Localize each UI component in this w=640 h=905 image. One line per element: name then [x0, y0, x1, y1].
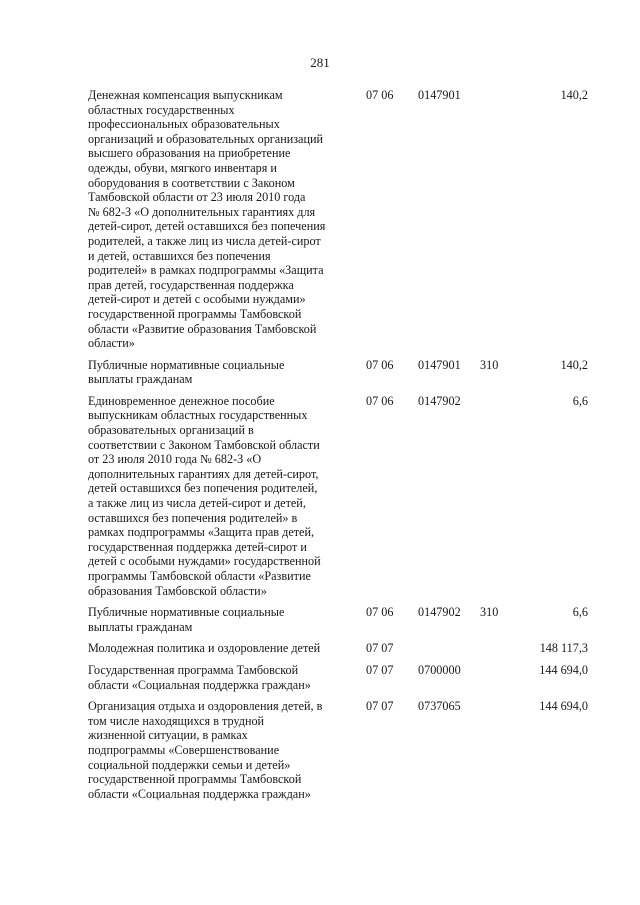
row-amount: 148 117,3	[539, 641, 588, 656]
row-section-code: 07 06	[366, 393, 394, 408]
row-amount: 140,2	[560, 88, 588, 102]
row-expense-type: 310	[480, 605, 499, 620]
row-section-code: 07 06	[366, 605, 394, 620]
table-row	[88, 663, 588, 692]
table-row	[88, 394, 588, 598]
table-row	[88, 699, 588, 801]
row-amount: 144 694,0	[539, 662, 588, 677]
row-description: Молодежная политика и оздоровление детей	[88, 641, 321, 656]
row-amount: 140,2	[560, 357, 588, 372]
row-description: Публичные нормативные социальные выплаты гражданам	[88, 357, 285, 387]
row-section-code: 07 06	[366, 357, 394, 372]
row-description: Единовременное денежное пособие выпускникам областных государственных образовательных организаций в соответствии с Законом Тамбовской области от 23 июля 2010 года № 682-З «О дополнительных гарантиях для детей-сирот, детей оставшихся без попечения родителей, а также лиц из числа детей-сирот и детей, оставшихся без попечения родителей» в рамках подпрограммы «Защита прав детей, государственная поддержка детей-сирот и детей с особыми нуждами» государственной программы Тамбовской области «Развитие образования Тамбовской области»	[88, 393, 321, 598]
row-expense-type: 310	[480, 357, 499, 372]
row-section-code: 07 07	[366, 662, 394, 677]
row-description: Публичные нормативные социальные выплаты гражданам	[88, 605, 285, 634]
row-description: Организация отдыха и оздоровления детей, в том числе находящихся в трудной жизненной ситуации, в рамках подпрограммы «Совершенствование социальной поддержки семьи и детей» государственной программы Тамбовской области «Социальная поддержка граждан»	[88, 699, 323, 801]
row-amount: 6,6	[572, 393, 588, 408]
row-target-code: 0147901	[418, 88, 461, 102]
row-section-code: 07 07	[366, 699, 394, 714]
row-target-code: 0147902	[418, 393, 461, 408]
budget-table	[88, 88, 588, 808]
row-target-code: 0147902	[418, 605, 461, 620]
row-section-code: 07 06	[366, 88, 394, 102]
page-number: 281	[310, 55, 330, 70]
table-row	[88, 358, 588, 387]
row-target-code: 0700000	[418, 662, 461, 677]
row-description: Государственная программа Тамбовской области «Социальная поддержка граждан»	[88, 662, 311, 692]
row-target-code: 0147901	[418, 357, 461, 372]
table-row	[88, 641, 588, 656]
row-amount: 144 694,0	[539, 699, 588, 714]
row-amount: 6,6	[572, 605, 588, 620]
row-section-code: 07 07	[366, 641, 394, 656]
table-row	[88, 605, 588, 634]
row-target-code: 0737065	[418, 699, 461, 714]
table-row	[88, 88, 588, 351]
row-description: Денежная компенсация выпускникам областных государственных профессиональных образовательных организаций и образовательных организаций высшего образования на приобретение одежды, обуви, мягкого инвентаря и оборудования в соответствии с Законом Тамбовской области от 23 июля 2010 года № 682-З «О дополнительных гарантиях для детей-сирот, детей оставшихся без попечения родителей, а также лиц из числа детей-сирот и детей, оставшихся без попечения родителей» в рамках подпрограммы «Защита прав детей, государственная поддержка детей-сирот и детей с особыми нуждами» государственной программы Тамбовской области «Развитие образования Тамбовской области»	[88, 88, 326, 351]
